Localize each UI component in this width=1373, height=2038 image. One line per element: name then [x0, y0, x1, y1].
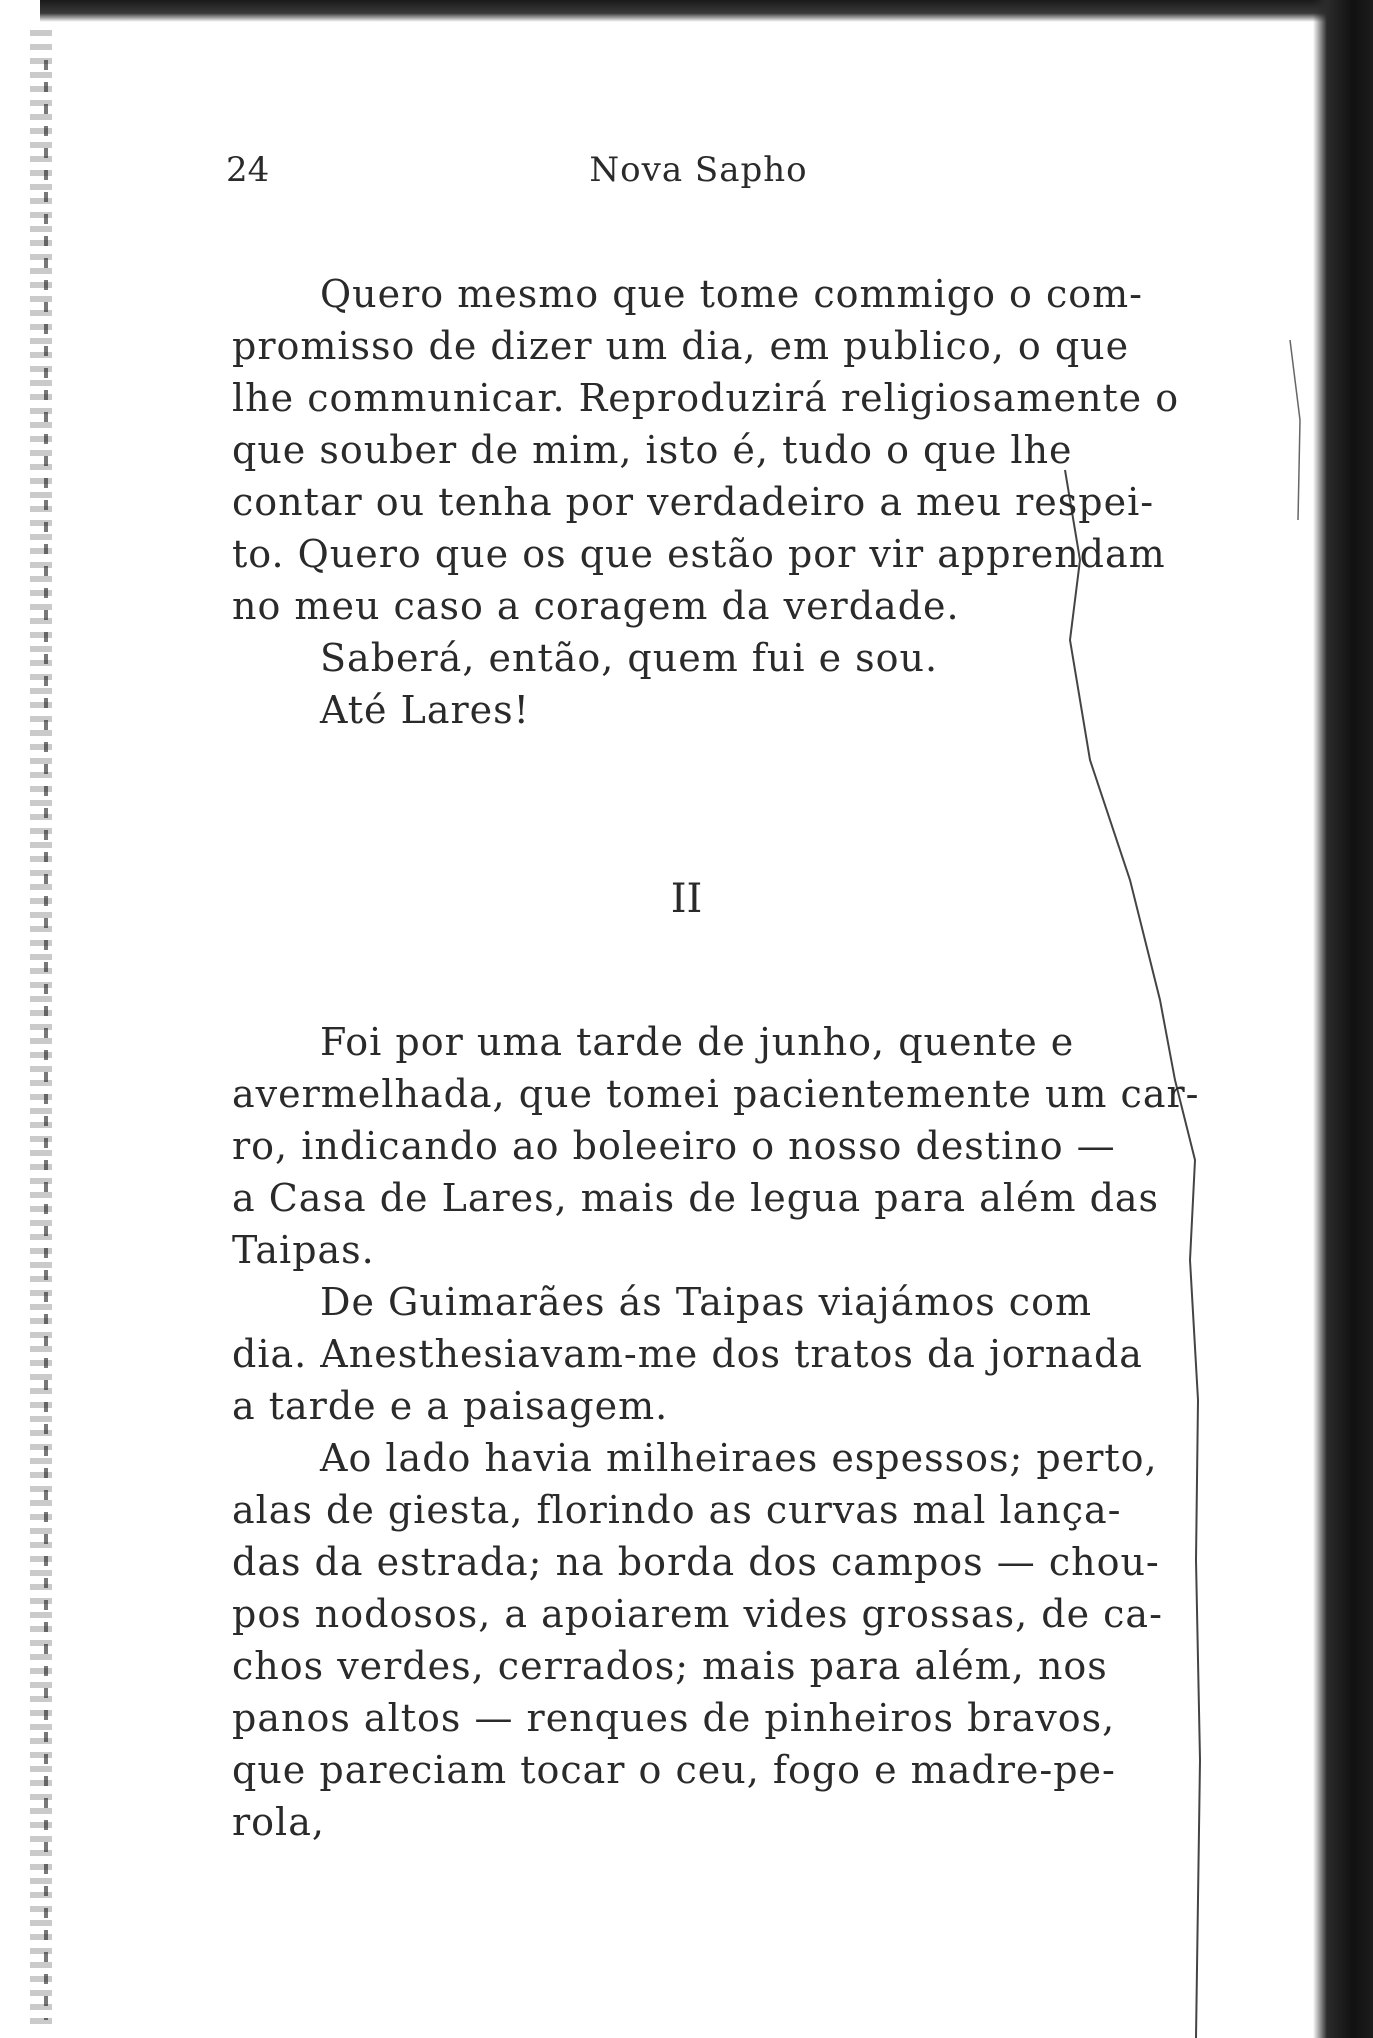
text-line: panos altos — renques de pinheiros bravos,: [232, 1696, 1116, 1740]
scan-left-edge-line: [44, 60, 48, 2020]
text-line: Saberá, então, quem fui e sou.: [320, 636, 939, 680]
text-line: dia. Anesthesiavam-me dos tratos da jornada: [232, 1332, 1143, 1376]
page-header: [226, 150, 1171, 196]
text-line: a Casa de Lares, mais de legua para além das: [232, 1176, 1160, 1220]
text-line: das da estrada; na borda dos campos — chou-: [232, 1540, 1160, 1584]
text-line: chos verdes, cerrados; mais para além, nos: [232, 1644, 1108, 1688]
section-heading: II: [670, 876, 703, 922]
text-line: Até Lares!: [320, 688, 530, 732]
text-line: Taipas.: [232, 1228, 375, 1272]
page-number: 24: [226, 150, 270, 190]
text-line: Foi por uma tarde de junho, quente e: [320, 1020, 1075, 1064]
text-line: lhe communicar. Reproduzirá religiosamente o: [232, 376, 1180, 420]
text-line: Quero mesmo que tome commigo o com-: [320, 272, 1144, 316]
paragraph-block-2: [232, 1016, 1200, 1848]
text-line: De Guimarães ás Taipas viajámos com: [320, 1280, 1092, 1324]
running-title: Nova Sapho: [589, 150, 808, 190]
text-line: pos nodosos, a apoiarem vides grossas, de ca-: [232, 1592, 1163, 1636]
text-line: que souber de mim, isto é, tudo o que lhe: [232, 428, 1073, 472]
scan-left-edge: [30, 30, 52, 2030]
text-line: promisso de dizer um dia, em publico, o que: [232, 324, 1130, 368]
text-line: que pareciam tocar o ceu, fogo e madre-pe-: [232, 1748, 1116, 1792]
text-line: no meu caso a coragem da verdade.: [232, 584, 960, 628]
text-line: avermelhada, que tomei pacientemente um car-: [232, 1072, 1200, 1116]
text-line: rola,: [232, 1800, 325, 1844]
text-line: a tarde e a paisagem.: [232, 1384, 669, 1428]
text-line: alas de giesta, florindo as curvas mal lança-: [232, 1488, 1122, 1532]
paragraph-block-1: [232, 268, 1192, 736]
scan-right-edge: [1313, 0, 1373, 2038]
scan-top-border: [40, 0, 1340, 22]
text-line: to. Quero que os que estão por vir apprendam: [232, 532, 1166, 576]
text-line: ro, indicando ao boleeiro o nosso destino —: [232, 1124, 1116, 1168]
text-line: contar ou tenha por verdadeiro a meu respei-: [232, 480, 1155, 524]
text-line: Ao lado havia milheiraes espessos; perto,: [320, 1436, 1158, 1480]
